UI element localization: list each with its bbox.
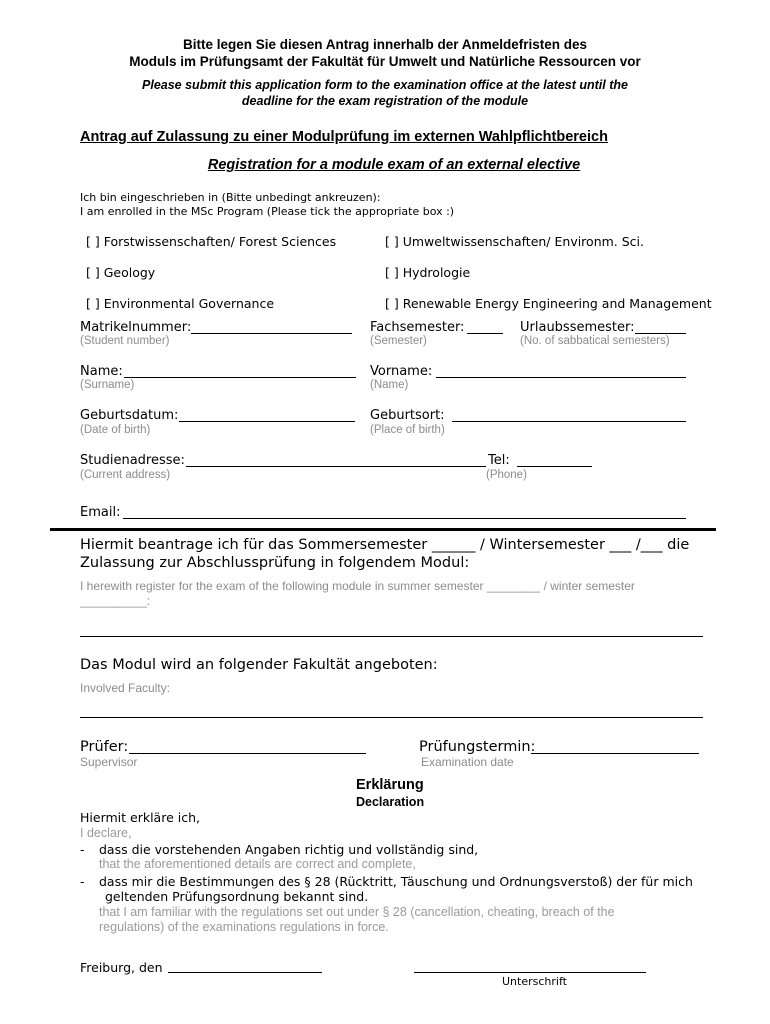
faculty-field[interactable] xyxy=(80,717,703,718)
studienadresse-field[interactable] xyxy=(186,466,486,467)
checkbox-hydrologie[interactable]: [ ] Hydrologie xyxy=(385,265,471,280)
register-en-line1: I herewith register for the exam of the following module in summer semester ________ / winter semester xyxy=(80,579,635,593)
pruefer-sub: Supervisor xyxy=(80,755,138,769)
name-sub: (Surname) xyxy=(80,379,135,391)
declaration-item1-en: that the aforementioned details are correct and complete, xyxy=(99,857,416,871)
checkbox-geology[interactable]: [ ] Geology xyxy=(86,265,156,280)
matrikel-sub: (Student number) xyxy=(80,335,170,347)
geburtsdatum-field[interactable] xyxy=(179,421,355,422)
declaration-heading-de: Erklärung xyxy=(356,777,424,793)
declaration-item2-de-line1: dass mir die Bestimmungen des § 28 (Rücktritt, Täuschung und Ordnungsverstoß) der für mich xyxy=(99,874,693,889)
urlaub-label: Urlaubssemester: xyxy=(520,320,635,335)
name-label: Name: xyxy=(80,364,123,379)
tel-field[interactable] xyxy=(517,466,592,467)
checkbox-forest-sciences[interactable]: [ ] Forstwissenschaften/ Forest Sciences xyxy=(86,234,337,249)
declaration-item2-en-line1: that I am familiar with the regulations set out under § 28 (cancellation, cheating, breach of the xyxy=(99,905,615,919)
header-de-line2: Moduls im Prüfungsamt der Fakultät für Umwelt und Natürliche Ressourcen vor xyxy=(129,54,641,69)
checkbox-environmental-governance[interactable]: [ ] Environmental Governance xyxy=(86,296,275,311)
vorname-sub: (Name) xyxy=(370,379,409,391)
faculty-en: Involved Faculty: xyxy=(80,681,171,695)
geburtsort-field[interactable] xyxy=(452,421,686,422)
checkbox-environmental-sciences[interactable]: [ ] Umweltwissenschaften/ Environm. Sci. xyxy=(385,234,644,249)
header-de-line1: Bitte legen Sie diesen Antrag innerhalb der Anmeldefristen des xyxy=(182,37,588,52)
termin-sub: Examination date xyxy=(421,755,514,769)
vorname-field[interactable] xyxy=(436,377,686,378)
declaration-intro-de: Hiermit erkläre ich, xyxy=(80,810,200,825)
tel-label: Tel: xyxy=(488,453,510,468)
register-en-line2: __________: xyxy=(80,594,151,608)
geburtsdatum-sub: (Date of birth) xyxy=(80,424,151,436)
header-en-line1: Please submit this application form to the examination office at the latest until the xyxy=(142,78,628,92)
declaration-item1-de: dass die vorstehenden Angaben richtig und vollständig sind, xyxy=(99,842,479,857)
matrikel-label: Matrikelnummer: xyxy=(80,320,192,335)
form-title-de: Antrag auf Zulassung zu einer Modulprüfung im externen Wahlpflichtbereich xyxy=(80,129,608,145)
register-de-line2: Zulassung zur Abschlussprüfung in folgendem Modul: xyxy=(80,555,470,571)
module-field[interactable] xyxy=(80,636,703,637)
vorname-label: Vorname: xyxy=(370,364,433,379)
termin-field[interactable] xyxy=(531,753,699,754)
urlaub-field[interactable] xyxy=(635,333,686,334)
matrikel-field[interactable] xyxy=(191,333,352,334)
enrolled-en: I am enrolled in the MSc Program (Please tick the appropriate box :) xyxy=(80,205,455,218)
section-divider xyxy=(50,528,716,531)
header-en-line2: deadline for the exam registration of the module xyxy=(241,94,529,108)
geburtsort-label: Geburtsort: xyxy=(370,408,445,423)
faculty-de: Das Modul wird an folgender Fakultät angeboten: xyxy=(80,657,438,673)
email-label: Email: xyxy=(80,505,121,520)
signature-field[interactable] xyxy=(414,972,646,973)
form-title-en: Registration for a module exam of an external elective xyxy=(207,157,581,173)
place-label: Freiburg, den xyxy=(80,960,163,975)
email-field[interactable] xyxy=(123,518,686,519)
checkbox-renewable-energy[interactable]: [ ] Renewable Energy Engineering and Management xyxy=(385,296,712,311)
register-de-line1: Hiermit beantrage ich für das Sommersemester ______ / Wintersemester ___ /___ die xyxy=(80,537,690,553)
urlaub-sub: (No. of sabbatical semesters) xyxy=(520,335,670,347)
fachsemester-field[interactable] xyxy=(467,333,503,334)
name-field[interactable] xyxy=(124,377,356,378)
declaration-item2-en-line2: regulations) of the examinations regulations in force. xyxy=(99,920,389,934)
declaration-item2-de-line2: geltenden Prüfungsordnung bekannt sind. xyxy=(105,889,369,904)
enrolled-de: Ich bin eingeschrieben in (Bitte unbedingt ankreuzen): xyxy=(80,191,381,204)
pruefer-label: Prüfer: xyxy=(80,739,129,755)
studienadresse-sub: (Current address) xyxy=(80,469,171,481)
studienadresse-label: Studienadresse: xyxy=(80,453,185,468)
termin-label: Prüfungstermin: xyxy=(419,739,536,755)
geburtsdatum-label: Geburtsdatum: xyxy=(80,408,179,423)
fachsemester-label: Fachsemester: xyxy=(370,320,465,335)
signature-label: Unterschrift xyxy=(502,975,567,988)
declaration-heading-en: Declaration xyxy=(356,795,425,809)
fachsemester-sub: (Semester) xyxy=(370,335,427,347)
date-field[interactable] xyxy=(168,972,322,973)
declaration-intro-en: I declare, xyxy=(80,826,132,840)
tel-sub: (Phone) xyxy=(486,469,527,481)
pruefer-field[interactable] xyxy=(129,753,366,754)
declaration-dash-1: - xyxy=(80,842,85,857)
declaration-dash-2: - xyxy=(80,874,85,889)
geburtsort-sub: (Place of birth) xyxy=(370,424,445,436)
